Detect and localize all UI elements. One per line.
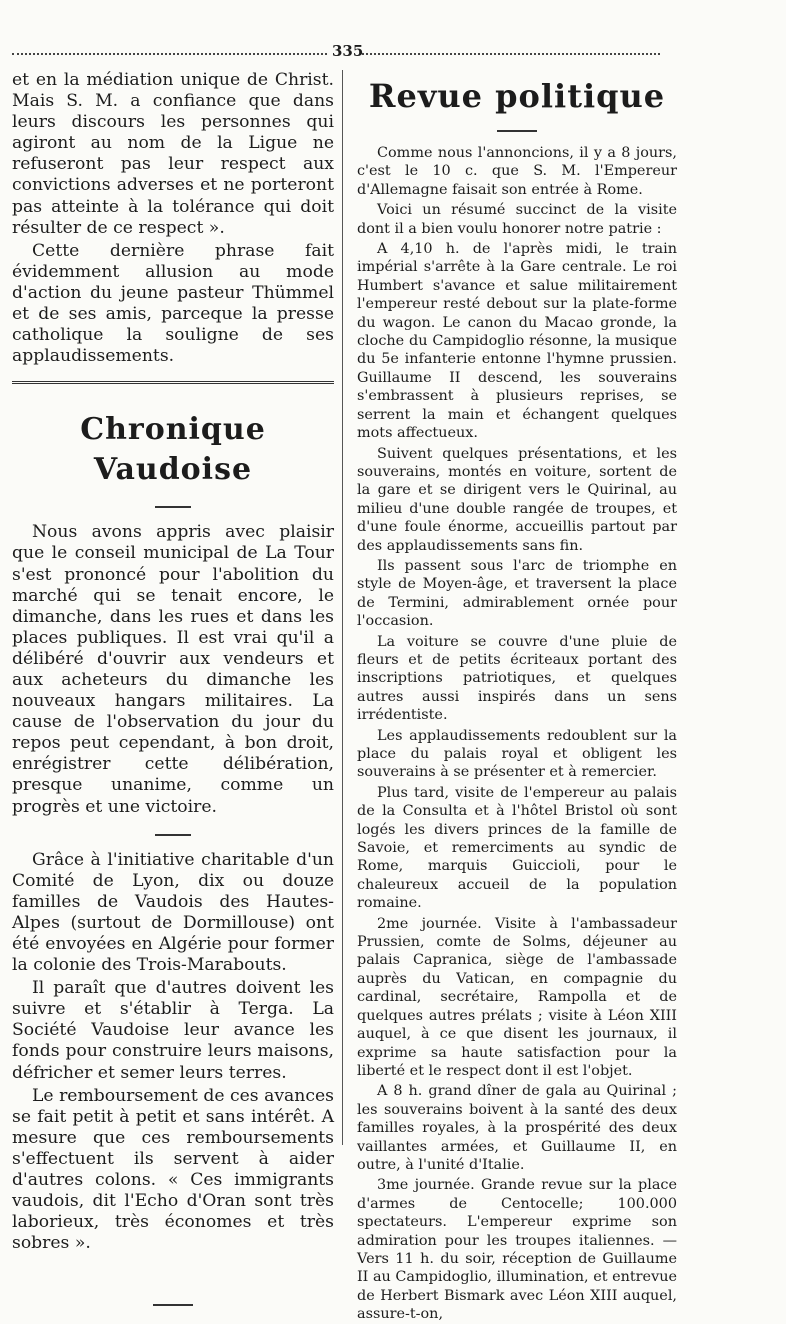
article-paragraph: Grâce à l'initiative charitable d'un Comité de Lyon, dix ou douze familles de Vaudois des Hautes-Alpes (surtout de Dormillouse) ont été envoyées en Algérie pour former la colonie des Trois-Marabouts. (12, 849, 334, 976)
article-paragraph: Il paraît que d'autres doivent les suivre et s'établir à Terga. La Société Vaudoise leur avance les fonds pour construire leurs maisons, défricher et semer leurs terres. (12, 978, 334, 1083)
article-paragraph: Comme nous l'annoncions, il y a 8 jours, c'est le 10 c. que S. M. l'Empereur d'Allemagne faisait son entrée à Rome. (357, 145, 677, 198)
column-divider (342, 70, 343, 1145)
header-rule-left (12, 53, 327, 55)
article-paragraph: Ils passent sous l'arc de triomphe en style de Moyen-âge, et traversent la place de Termini, admirablement ornée pour l'occasion. (357, 557, 677, 630)
article-paragraph: Plus tard, visite de l'empereur au palais de la Consulta et à l'hôtel Bristol où sont logés les divers princes de la famille de Savoie, et remerciments au syndic de Rome, marquis Guiccioli, pour le chaleureux accueil de la population romaine. (357, 784, 677, 912)
article-paragraph: Nous avons appris avec plaisir que le conseil municipal de La Tour s'est prononcé pour l'abolition du marché qui se tenait encore, le dimanche, dans les rues et dans les places publiques. Il est vrai qu'il a délibéré d'ouvrir aux vendeurs et aux acheteurs du dimanche les nouveaux hangars militaires. La cause de l'observation du jour du repos peut cependant, à bon droit, enrégistrer cette délibération, presque unanime, comme un progrès et une victoire. (12, 522, 334, 817)
article-paragraph: A 8 h. grand dîner de gala au Quirinal ; les souverains boivent à la santé des deux familles royales, à la prospérité des deux vaillantes armées, et Guillaume II, en outre, à l'unité d'Italie. (357, 1083, 677, 1173)
chronique-vaudoise-heading: Chronique Vaudoise (80, 412, 266, 488)
end-dash (153, 1304, 193, 1306)
intro-paragraph: et en la médiation unique de Christ. Mais S. M. a confiance que dans leurs discours les personnes qui agiront au nom de la Ligue ne refuseront pas leur respect aux convictions adverses et ne porteront pas atteinte à la tolérance qui doit résulter de ce respect ». (12, 70, 334, 238)
article-paragraph: La voiture se couvre d'une pluie de fleurs et de petits écriteaux portant des inscriptions patriotiques, et quelques autres aussi inspirés dans un sens irrédentiste. (357, 633, 677, 724)
revue-politique-heading: Revue politique (368, 77, 666, 115)
intro-paragraph: Cette dernière phrase fait évidemment allusion au mode d'action du jeune pasteur Thümmel et de ses amis, parceque la presse catholique la souligne de ses applaudissements. (12, 240, 334, 367)
article-paragraph: Le remboursement de ces avances se fait petit à petit et sans intérêt. A mesure que ces remboursements s'effectuent ils servent à aider d'autres colons. « Ces immigrants vaudois, dit l'Echo d'Oran sont très laborieux, très économes et très sobres ». (12, 1085, 334, 1254)
header-rule-right (362, 53, 660, 55)
right-column (357, 70, 677, 1324)
article-paragraph: Voici un résumé succinct de la visite dont il a bien voulu honorer notre patrie : (357, 202, 677, 237)
title-dash (155, 506, 191, 508)
page-number: 335 (332, 42, 364, 60)
article-paragraph: 2me journée. Visite à l'ambassadeur Prussien, comte de Solms, déjeuner au palais Capranica, siège de l'ambassade auprès du Vatican, en compagnie du cardinal, secrétaire, Rampolla et de quelques autres prélats ; visite à Léon XIII auquel, à ce que disent les journaux, il exprime sa haute satisfaction pour la liberté et le respect dont il est l'objet. (357, 915, 677, 1079)
article-separator (155, 834, 191, 836)
article-paragraph: Suivent quelques présentations, et les souverains, montés en voiture, sortent de la gare et se dirigent vers le Quirinal, au milieu d'une double rangée de troupes, et d'une foule énorme, accueillis partout par des applaudissements sans fin. (357, 445, 677, 554)
article-paragraph: 3me journée. Grande revue sur la place d'armes de Centocelle; 100.000 spectateurs. L'empereur exprime son admiration pour les troupes italiennes. — Vers 11 h. du soir, réception de Guillaume II au Campidoglio, illumination, et entrevue de Herbert Bismark avec Léon XIII auquel, assure-t-on, (357, 1177, 677, 1323)
article-paragraph: A 4,10 h. de l'après midi, le train impérial s'arrête à la Gare centrale. Le roi Humbert s'avance et salue militairement l'empereur resté debout sur la plate-forme du wagon. Le canon du Macao gronde, la cloche du Campidoglio résonne, la musique du 5e infanterie entonne l'hymne prussien. Guillaume II descend, les souverains s'embrassent à plusieurs reprises, se serrent la main et échangent quelques mots affectueux. (357, 241, 677, 442)
section-divider (12, 381, 334, 384)
article-paragraph: Les applaudissements redoublent sur la place du palais royal et obligent les souverains à se présenter et à remercier. (357, 727, 677, 781)
left-column (12, 70, 334, 1306)
title-dash (497, 130, 537, 132)
